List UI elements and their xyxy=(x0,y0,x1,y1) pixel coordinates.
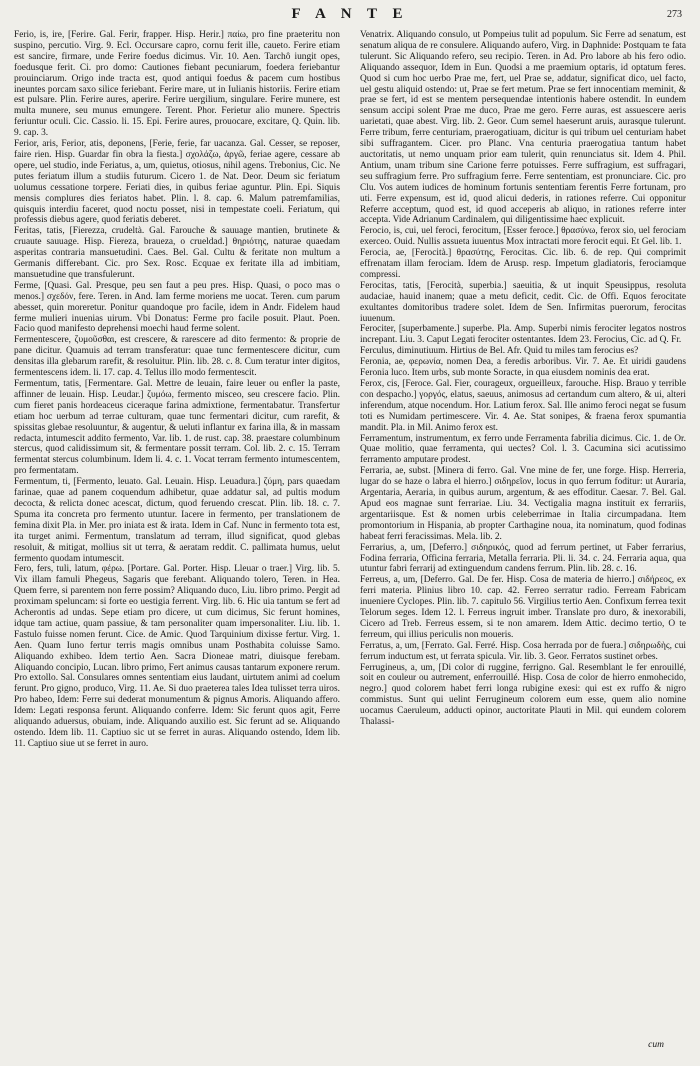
catchword: cum xyxy=(648,1040,664,1050)
page-number: 273 xyxy=(667,9,682,20)
dictionary-entry: Ferculus, diminutiuum. Hirtius de Bel. Afr. Quid tu miles tam ferocius es? xyxy=(360,346,639,357)
dictionary-entry: Ferramentum, instrumentum, ex ferro unde Ferramenta fabrilia dicimus. Cic. 1. de Or. Quae molitio, quae ferramenta, qui uectes? Col. l. 3. Cacumina sici acutissimo ferramento amputare prodest. xyxy=(360,433,686,466)
dictionary-entry: Fermentescere, ζυμοῦσθαι, est crescere, & rarescere ad dito fermento: & proprie de pane dicitur. Quamuis ad terram transferatur: quae tunc fermentescere dicitur, cum densitas illa glebarum rarefit, & resoluitur. Plin. lib. 28. c. 8. Cum teratur inter digitos, fermentescens idem. li. 17. cap. 4. Tellus illo modo fermentescit. xyxy=(14,335,340,379)
dictionary-entry: Feronia, ae, φερωνία, nomen Dea, a feredis arboribus. Vir. 7. Ae. Et uiridi gaudens Feronia luco. Item urbs, sub monte Soracte, in qua eiusdem nominis dea erat. xyxy=(360,357,686,379)
dictionary-entry: Ferocio, is, cui, uel feroci, ferocitum, [Esser feroce.] θρασύνω, ferox sio, uel ferociam exerceo. Ouid. Nullis assueta iuuentus Mox intractati more ferocit equi. Et Gel. lib. 1. xyxy=(360,226,686,248)
dictionary-entry: Ferio, is, ire, [Ferire. Gal. Ferir, frapper. Hisp. Herir.] παίω, pro fine praeteritu non suspino, percutio. Virg. 9. Ecl. Occursare capro, cornu ferit ille, caueto. Ferire etiam est sancire, firmare, unde Ferire foedus dicimus. Vir. 10. Aen. Tarchô iungit opes, foedusque ferit. Ci. pro domo: Cautiones fiebant pecuniarum, foedera feriebantur prouinciarum. Origo inde tracta est, quod antiqui foedus & pacem cum hostibus ineuntes porcam saxo silice feriebant. Ferire mare, ut in Iulianis historiis. Ferire etiam est pulsare. Plin. Ferire aures, aperire. Ferire uergilium, singulare. Ferire munere, est multa munere, seu munus emungere. Terent. Phor. Ferietur alio munere. Spectris feriuntur oculi. Cic. Cassio. li. 15. Epi. Ferire aures, prouocare, excitare, Q. Quin. lib. 9. cap. 3. xyxy=(14,30,340,139)
right-column xyxy=(360,30,686,1052)
dictionary-entry: Feritas, tatis, [Fierezza, crudeltà. Gal. Farouche & sauuage mantien, brutinete & cruaute sauuage. Hisp. Fiereza, braueza, o crueldad.] θηριότης, naturae quaedam asperitas contraria mansuetudini. Caes. Bel. Gal. Cultu & feritate non multum a Germanis differebant. Cic. pro Sex. Rosc. Ecquae ex feritate illa ad imbitiam, mansuetudine que transfulerunt. xyxy=(14,226,340,280)
dictionary-entry: Fermentum, ti, [Fermento, leuato. Gal. Leuain. Hisp. Leuadura.] ζύμη, pars quaedam farinae, quae ad panem coquendum adhibetur, quae addatur sal, ad pultis modum decocta, & relicta donec acescat, dictum, quod feruendo crescat. Plin. lib. 18. c. 7. Spuma ita concreta pro fermento utuntur. Iacere in fermento, per translationem de femina dixit Pla. in Mer. pro iniata est & irata. Idem in Caf. Nunc in fermento tota est, ita turget animi. Fermentum, translatum ad terram, illud significat, quod glebas resoluit, & mitigat, mollius sit ut terra, & aeratam reddit. C. pallimata humus, uelut fermento quodam intumescit. xyxy=(14,477,340,564)
dictionary-entry: Ferrarius, a, um, [Deferro.] σιδηρικός, quod ad ferrum pertinet, ut Faber ferrarius, Fodina ferraria, Officina ferraria, Metalla ferraria. Pli. li. 34. c. 24. Ferraria aqua, qua utuntur fabri ferrarij ad extinguendum candens ferrum. Plin. lib. 28. c. 16. xyxy=(360,542,686,575)
dictionary-entry: Ferrugineus, a, um, [Di color di ruggine, ferrigno. Gal. Resemblant le fer enrouillé, soit en couleur ou autrement, enferrouillé. Hisp. Cosa de color de hierro enmohecido, negro.] quod colorem habet ferri longa rubigine exesi: qui est ex ruffo & nigro commistus. Sunt qui uelint Ferrugineum colorem eum esse, quem alio nomine uocamus Caeruleum, adducti opinor, auctoritate Plauti in Mil. qui eundem colorem Thalassi- xyxy=(360,662,686,728)
dictionary-entry: Ferraria, ae, subst. [Minera di ferro. Gal. Vne mine de fer, une forge. Hisp. Herreria, lugar do se haze o labra el hierro.] σιδηρεῖον, locus in quo ferrum foditur: ut Auraria, Argentaria, Aeraria, in quibus aurum, argentum, & aes effoditur. Caesar. 7. Bel. Gal. Apud eos magnae sunt ferrariae. Liu. 34. Vectigalia magna instituit ex ferrariis, argentariisque. Est & nomen urbis celeberrimae in Italia circumpadana. Item promontorium in Hispania, ab propter Carthagine noua, ita nominatum, quod fodinas habeat ferri feracissimas. Mela. lib. 2. xyxy=(360,466,686,542)
dictionary-entry: Ferratus, a, um, [Ferrato. Gal. Ferré. Hisp. Cosa herrada por de fuera.] σιδηρωδὴς, cui ferrum inductum est, ut ferrata spicula. Vir. lib. 3. Geor. Ferratos sustinet orbes. xyxy=(360,640,686,662)
running-head: F A N T E xyxy=(291,6,409,22)
dictionary-entry: Venatrix. Aliquando consulo, ut Pompeius tulit ad populum. Sic Ferre ad senatum, est senatum aliqua de re consulere. Aliquando aufero, Virg. in Daphnide: Postquam te fata tulerunt. Sic Aliquando refero, seu recipio. Teren. in Ad. Pro labore ab his fero odio. Aliquando assequor, Idem in Eun. Quodsi a me praemium optaris, id optatum feres. Quod si cum hoc uerbo Prae me, fert, uel Prae se, addatur, significat dico, uel facto, uel gestu aliquid ostendo: ut, Prae se fert metum. Prae se fert innocentiam meminit, & prae se fert, id est se mentem persequendae intentionis habere ostendit. In eundem sensum accipi solent Prae me duco, Prae me gero. Ferre auras, est assuescere aeris uarietati, quae abest. Virg. lib. 2. Geor. Cum semel haeserunt aruis, aurasque tulerunt. Ferre tribum, ferre centuriam, praerogatiuam, dicitur is qui tribum uel centuriam habet sibi suffragantem. Cicer. pro Planc. Vna centuria praerogatiua tantum habet auctoritatis, ut nemo unquam prior eam tulerit, quin renunciatus sit. Idem 4. Phil. Antium, unam tribum sine Carione ferre potuisses. Ferre suffragium, est suffragari, seu suffragium ferre. Pro suffragium ferre. Ferre sententiam, est pronunciare. Cic. pro Clu. Vos autem iudices de hominum fortunis sententiam ferentis Ferre fortunam, pro uti. Ferre expensum, est id, quod alicui dederis, in rationes referre. Cui opponitur Referre acceptum, quod est, id quod acceperis ab aliquo, in rationes referre inter accepta. Vide Adrianum Cardinalem, qui diligentissime haec explicuit. xyxy=(360,30,686,226)
dictionary-entry: Ferme, [Quasi. Gal. Presque, peu sen faut a peu pres. Hisp. Quasi, o poco mas o menos.] σχεδόν, fere. Teren. in And. Iam ferme moriens me uocat. Teren. cum parum abesset, quin moreretur. Ponitur quandoque pro facile, idem in Andr. Fidelem haud ferme mulieri inuenias uirum. Vbi Donatus: Ferme pro facile posuit. Plaut. Poen. Facio quod manifesto deprehensi moechi haud ferme solent. xyxy=(14,280,340,335)
dictionary-entry: Ferocia, ae, [Ferocità.] θρασύτης, Ferocitas. Cic. lib. 6. de rep. Qui comprimit effrenatam illam ferociam. Idem de Arusp. resp. Impetum gladiatoris, ferociamque compressi. xyxy=(360,248,686,280)
dictionary-entry: Ferocitas, tatis, [Ferocità, superbia.] saeuitia, & ut inquit Speusippus, resoluta audaciae, hauid inanem; quae a metu deficit, cedit. Cic. de Offi. Equos ferocitate exultantes domitoribus tradere solet. Idem de Sen. Infirmitas puerorum, ferocitas iuuenum. xyxy=(360,280,686,324)
page-header xyxy=(0,6,700,26)
dictionary-entry: Ferox, cis, [Feroce. Gal. Fier, courageux, orgueilleux, farouche. Hisp. Brauo y terrible con despacho.] γοργός, elatus, saeuus, animosus ad certandum cum altero, & ui, alteri inferendum, atque nocendum. Hor. Latium ferox. Sal. Ille animo feroci negat se fusum toti es Numidam pertimescere. Vir. 4. Ae. Stat sonipes, & fraena ferox spumantia mandit. Pla. in Mil. Animo ferox est. xyxy=(360,379,686,433)
dictionary-entry: Ferior, aris, Ferior, atis, deponens, [Ferie, ferie, far uacanza. Gal. Cesser, se reposer, faire rien. Hisp. Guardar fin obra la fiesta.] σχολάζω, ἀργῶ, feriae agere, cessare ab opere, uel studio, inde Feriatus, a, um, quietus, otiosus, nihil agens. Trebonius, Cic. Ne putes feriatum illum a studiis futurum. Cicero 1. de Nat. Deor. Deum sic feriatum uolumus cessatione torpere. Feriati dies, in quibus feriae aguntur. Plin. Epi. Siquis mensis complures dies feriatos habet. Plin. l. 8. cap. 6. Malum patremfamilias, quisquis interdiu faceret, quod noctu posset, nisi in tempestate coeli. Feriatum, qui professis diebus agere, quod feriatis deberet. xyxy=(14,139,340,226)
dictionary-entry: Fermentum, tatis, [Fermentare. Gal. Mettre de leuain, faire leuer ou enfler la paste, affinner de leuain. Hisp. Leudar.] ζυμόω, fermento misceo, seu crescere facio. Plin. cum fieret panis hordeaceus ciceraque farina admixtione, fermentabatur. Transfertur etiam hoc uerbum ad terrae culturam, quae tunc fermentari dicitur, cum rarefit, & spissitas glebae resoluuntur, & augentur, & ueluti inflantur ex farina illa, & in massam redacta, intumescit addito fermento, Var. lib. 1. de rust. cap. 38. praestare columbinum stercus, quod calidissimum sit, & fermentare possit terram. Col. lib. 2. c. 15. Terram fermentat stercus columbinum. Idem li. 4. c. 1. Vocat terram fermento intumescentem, pro fermentatam. xyxy=(14,379,340,477)
left-column xyxy=(14,30,340,1052)
dictionary-entry: Fero, fers, tuli, latum, φέρω. [Portare. Gal. Porter. Hisp. Lleuar o traer.] Virg. lib. 5. Vix illam famuli Phegeus, Sagaris que ferebant. Aliquando tolero, Teren. in Hea. Quem ferre, si parentem non ferre possim? Aliquando duco, Liu. libro primo. Pergit ad proximam speluncam: si forte eo uestigia ferrent. Virg. lib. 6. Hic uia tantum se fert ad Acherontis ad undas. Sepe etiam pro dicere, ut cum dicimus, Sic ferunt homines, idque tam actiue, quam passiue, & tam personaliter quam impersonaliter. Liu. lib. 1. Fastulo fuisse nomen ferunt. Cice. de Amic. Quod Tarquinium dixisse fertur. Virg. 1. Aen. Quam Iuno fertur terris magis omnibus unam Posthabita coluisse Samo. Aliquando exhibeo. Idem tertio Aen. Sacra Dioneae matri, diuisque ferebam. Aliquando concipio, Lucan. libro primo, Fert animus causas tantarum exponere rerum. Pro extollo. Sal. Consulares omnes sententiam eius laudant, uirtutem animi ad coelum ferunt. Pro gigno, produco, Virg. 11. Ae. Si duo praeterea tales Idea tulisset terra uiros. Pro habeo, Idem: Ferre sui dederat monumentum & pignus Amoris. Aliquando affero. Idem: Legati responsa ferunt. Aliquando conferre. Idem: Sic ferunt quos agit, Ferre aliquando aduersus, obuiam, inde. Aliquando auxilio est. Sic ferunt ad se. Aliquando ostendo. Idem lib. 11. Captiuo sic ut se ferret in auras. Aliquando ostendo, Idem lib. 11. Captiuo siue ut se ferret in auro. xyxy=(14,564,340,749)
dictionary-entry: Ferociter, [superbamente.] superbe. Pla. Amp. Superbi nimis ferociter legatos nostros increpant. Liu. 3. Caput Legati ferociter ostentantes. Idem 23. Ferocius, Cic. ad Q. Fr. xyxy=(360,324,686,346)
dictionary-entry: Ferreus, a, um, [Deferro. Gal. De fer. Hisp. Cosa de materia de hierro.] σιδήρεος, ex ferri materia. Plinius libro 10. cap. 42. Ferreo serratur radio. Ferream Fabricam inueniere Cyclopes. Plin. lib. 7. capitulo 56. Virgilius tertio Aen. Confixum ferrea texit Telorum seges. Idem 12. l. Ferreus ingruit imber. Translate pro duro, & inexorabili, Cicero ad Treb. Ferreus essem, si te non amarem. Idem Attic. decimo tertio, O te ferreum, qui illius periculis non moueris. xyxy=(360,575,686,640)
